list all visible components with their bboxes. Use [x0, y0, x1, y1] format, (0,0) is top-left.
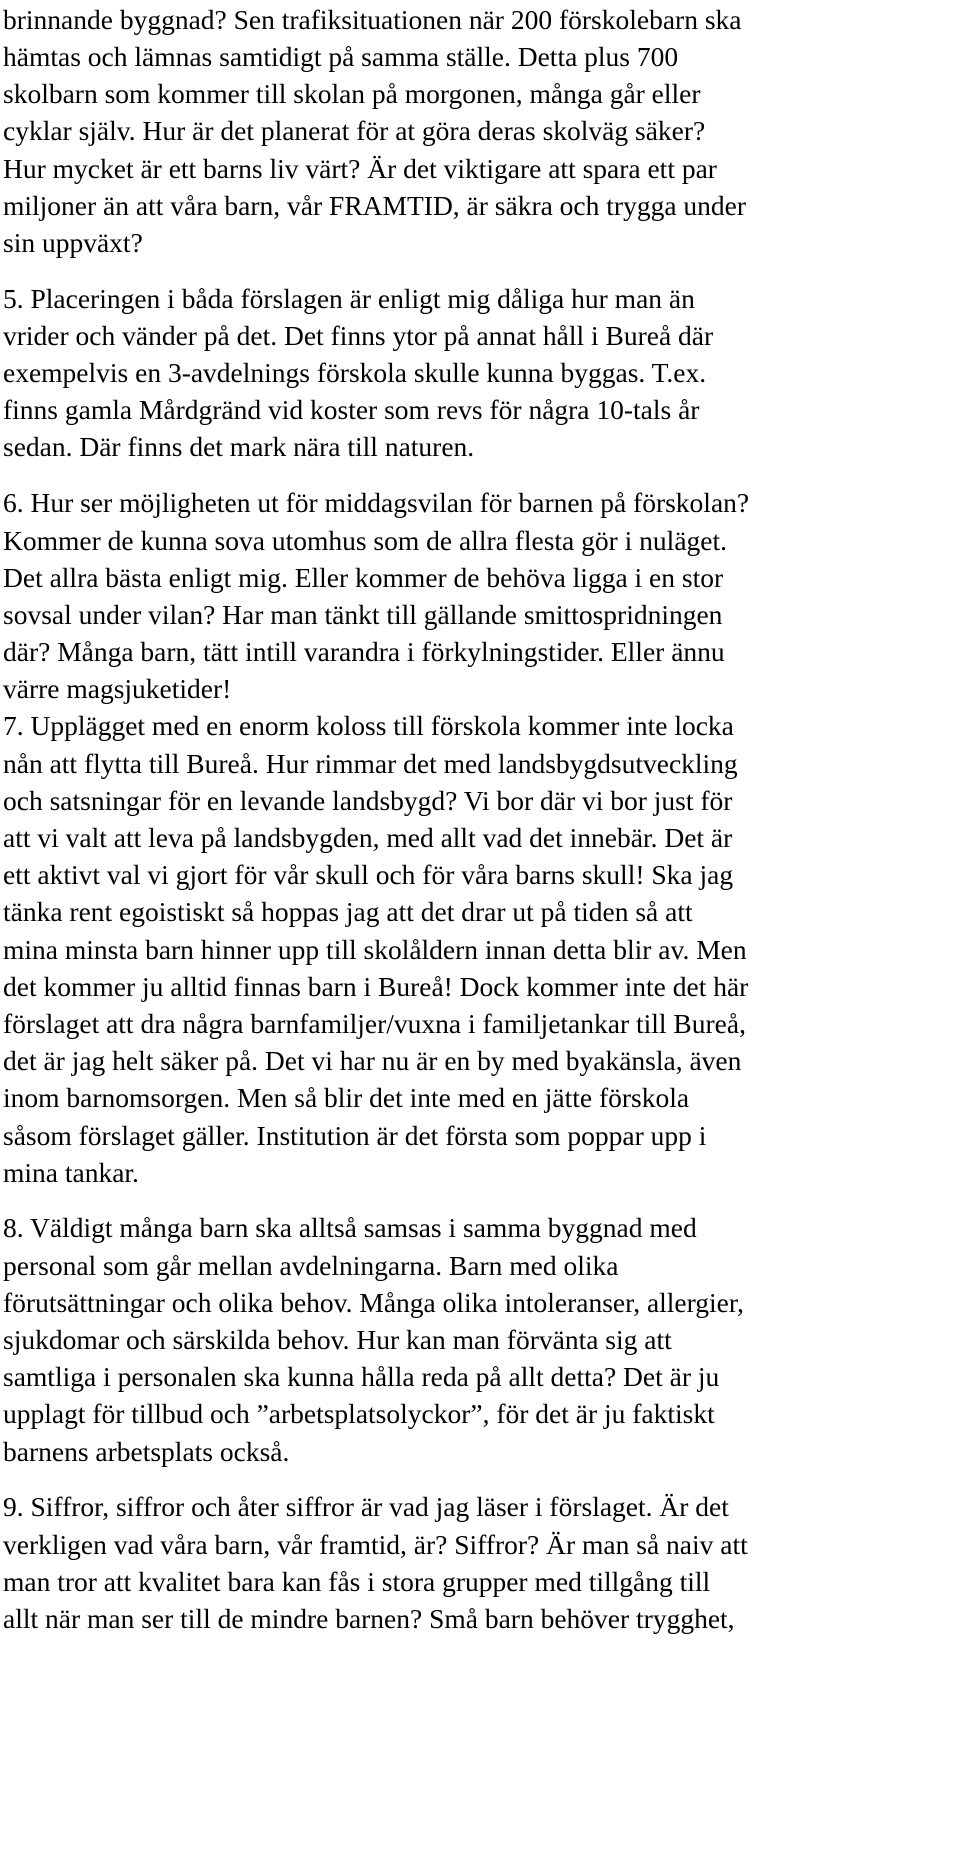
- text-line: skolbarn som kommer till skolan på morgonen, många går eller: [3, 78, 701, 109]
- text-line: 9. Siffror, siffror och åter siffror är vad jag läser i förslaget. Är det: [3, 1491, 729, 1522]
- text-line: såsom förslaget gäller. Institution är det första som poppar upp i: [3, 1120, 707, 1151]
- text-line: mina minsta barn hinner upp till skolåldern innan detta blir av. Men: [3, 934, 747, 965]
- text-line: vrider och vänder på det. Det finns ytor på annat håll i Bureå där: [3, 320, 714, 351]
- text-line: ett aktivt val vi gjort för vår skull och för våra barns skull! Ska jag: [3, 859, 734, 890]
- text-line: inom barnomsorgen. Men så blir det inte med en jätte förskola: [3, 1082, 690, 1113]
- text-line: cyklar själv. Hur är det planerat för at göra deras skolväg säker?: [3, 115, 706, 146]
- text-line: 7. Upplägget med en enorm koloss till förskola kommer inte locka: [3, 710, 734, 741]
- text-line: finns gamla Mårdgränd vid koster som revs för några 10-tals år: [3, 394, 700, 425]
- text-line: det kommer ju alltid finnas barn i Bureå! Dock kommer inte det här: [3, 971, 749, 1002]
- text-line: mina tankar.: [3, 1157, 139, 1188]
- text-line: att vi valt att leva på landsbygden, med allt vad det innebär. Det är: [3, 822, 733, 853]
- text-line: upplagt för tillbud och ”arbetsplatsolyckor”, för det är ju faktiskt: [3, 1398, 715, 1429]
- text-line: Hur mycket är ett barns liv värt? Är det viktigare att spara ett par: [3, 153, 717, 184]
- text-line: förutsättningar och olika behov. Många olika intoleranser, allergier,: [3, 1287, 744, 1318]
- text-line: värre magsjuketider!: [3, 673, 232, 704]
- text-line: tänka rent egoistiskt så hoppas jag att det drar ut på tiden så att: [3, 896, 693, 927]
- text-line: barnens arbetsplats också.: [3, 1436, 290, 1467]
- text-line: sjukdomar och särskilda behov. Hur kan man förvänta sig att: [3, 1324, 672, 1355]
- text-line: brinnande byggnad? Sen trafiksituationen när 200 förskolebarn ska: [3, 4, 742, 35]
- text-line: förslaget att dra några barnfamiljer/vuxna i familjetankar till Bureå,: [3, 1008, 746, 1039]
- text-line: nån att flytta till Bureå. Hur rimmar det med landsbygdsutveckling: [3, 748, 738, 779]
- text-line: hämtas och lämnas samtidigt på samma ställe. Detta plus 700: [3, 41, 679, 72]
- text-line: exempelvis en 3-avdelnings förskola skulle kunna byggas. T.ex.: [3, 357, 707, 388]
- text-line: verkligen vad våra barn, vår framtid, är? Siffror? Är man så naiv att: [3, 1529, 748, 1560]
- text-line: allt när man ser till de mindre barnen? Små barn behöver trygghet,: [3, 1603, 735, 1634]
- text-line: sin uppväxt?: [3, 227, 143, 258]
- text-line: 8. Väldigt många barn ska alltså samsas i samma byggnad med: [3, 1212, 697, 1243]
- text-line: personal som går mellan avdelningarna. Barn med olika: [3, 1250, 619, 1281]
- text-line: 5. Placeringen i båda förslagen är enligt mig dåliga hur man än: [3, 283, 695, 314]
- text-line: Kommer de kunna sova utomhus som de allra flesta gör i nuläget.: [3, 525, 727, 556]
- text-line: sedan. Där finns det mark nära till naturen.: [3, 431, 475, 462]
- text-line: samtliga i personalen ska kunna hålla reda på allt detta? Det är ju: [3, 1361, 720, 1392]
- text-line: där? Många barn, tätt intill varandra i förkylningstider. Eller ännu: [3, 636, 725, 667]
- text-line: det är jag helt säker på. Det vi har nu är en by med byakänsla, även: [3, 1045, 742, 1076]
- text-line: 6. Hur ser möjligheten ut för middagsvilan för barnen på förskolan?: [3, 487, 750, 518]
- text-line: man tror att kvalitet bara kan fås i stora grupper med tillgång till: [3, 1566, 711, 1597]
- text-line: och satsningar för en levande landsbygd? Vi bor där vi bor just för: [3, 785, 733, 816]
- text-line: Det allra bästa enligt mig. Eller kommer de behöva ligga i en stor: [3, 562, 724, 593]
- text-line: miljoner än att våra barn, vår FRAMTID, är säkra och trygga under: [3, 190, 747, 221]
- text-line: sovsal under vilan? Har man tänkt till gällande smittospridningen: [3, 599, 723, 630]
